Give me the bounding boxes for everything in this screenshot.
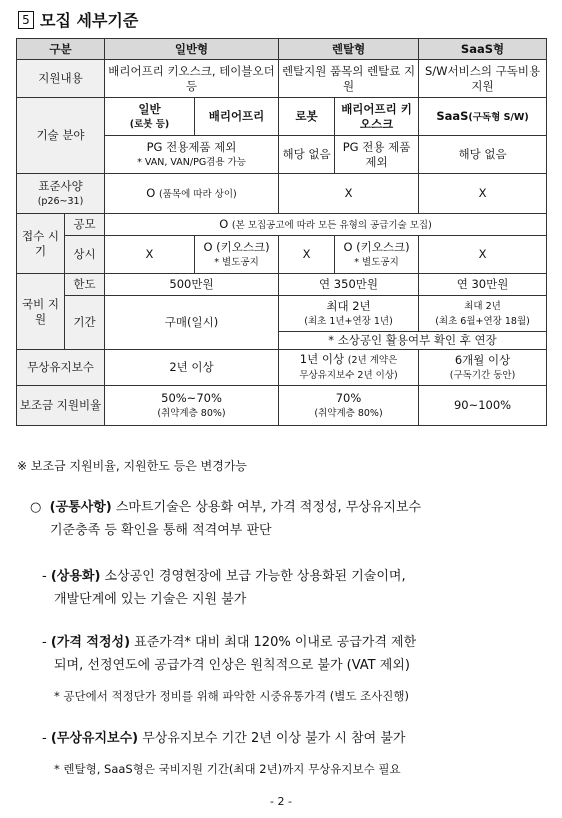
apply-anytime-label: 상시 bbox=[65, 236, 105, 274]
limit-saas: 연 30만원 bbox=[419, 274, 547, 296]
commercial-title: (상용화) bbox=[50, 569, 101, 584]
support-saas: S/W서비스의 구독비용 지원 bbox=[419, 60, 547, 98]
period-rental: 최대 2년 (최초 1년+연장 1년) bbox=[279, 296, 419, 332]
tech-barrier-kiosk: 배리어프리 키오스크 bbox=[335, 98, 419, 136]
tech-robot: 로봇 bbox=[279, 98, 335, 136]
maint-title: (무상유지보수) bbox=[50, 731, 139, 746]
section-number: 5 bbox=[18, 11, 34, 29]
subsidy-rental: 70% (취약계층 80%) bbox=[279, 386, 419, 426]
row-label-spec: 표준사양 (p26~31) bbox=[17, 174, 105, 214]
period-footnote: * 소상공인 활용여부 확인 후 연장 bbox=[279, 332, 547, 350]
pg-rental-kiosk: PG 전용 제품 제외 bbox=[335, 136, 419, 174]
apply-rental-x: X bbox=[279, 236, 335, 274]
table-row bbox=[17, 174, 547, 214]
apply-general-kiosk: O (키오스크) * 별도공지 bbox=[195, 236, 279, 274]
support-general: 배리어프리 키오스크, 테이블오더 등 bbox=[105, 60, 279, 98]
table-header-row bbox=[17, 39, 547, 60]
spec-rental: X bbox=[279, 174, 419, 214]
subsidy-saas: 90~100% bbox=[419, 386, 547, 426]
national-limit-label: 한도 bbox=[65, 274, 105, 296]
table-row bbox=[17, 386, 547, 426]
maint-general: 2년 이상 bbox=[105, 350, 279, 386]
header-saas: SaaS형 bbox=[419, 39, 547, 60]
section-title-text: 모집 세부기준 bbox=[40, 11, 139, 30]
header-category: 구분 bbox=[17, 39, 105, 60]
common-title: (공통사항) bbox=[49, 500, 112, 515]
period-saas: 최대 2년 (최초 6월+연장 18월) bbox=[419, 296, 547, 332]
commercial-text1: 소상공인 경영현장에 보급 가능한 상용화된 기술이며, bbox=[100, 569, 406, 584]
national-period-label: 기간 bbox=[65, 296, 105, 350]
pg-general: PG 전용제품 제외 * VAN, VAN/PG겸용 가능 bbox=[105, 136, 279, 174]
table-row bbox=[17, 60, 547, 98]
period-general: 구매(일시) bbox=[105, 296, 279, 350]
limit-general: 500만원 bbox=[105, 274, 279, 296]
spec-saas: X bbox=[419, 174, 547, 214]
table-note: ※ 보조금 지원비율, 지원한도 등은 변경가능 bbox=[17, 459, 248, 473]
table-row bbox=[17, 214, 547, 236]
row-label-support: 지원내용 bbox=[17, 60, 105, 98]
table-row bbox=[17, 236, 547, 274]
maint-saas: 6개월 이상 (구독기간 동안) bbox=[419, 350, 547, 386]
maint-note: * 렌탈형, SaaS형은 국비지원 기간(최대 2년)까지 무상유지보수 필요 bbox=[54, 762, 401, 776]
apply-public-label: 공모 bbox=[65, 214, 105, 236]
row-label-national: 국비 지원 bbox=[17, 274, 65, 350]
maint-rental: 1년 이상 (2년 계약은 무상유지보수 2년 이상) bbox=[279, 350, 419, 386]
price-text1: 표준가격* 대비 최대 120% 이내로 공급가격 제한 bbox=[130, 635, 417, 650]
limit-rental: 연 350만원 bbox=[279, 274, 419, 296]
commercial-paragraph: - (상용화) 소상공인 경영현장에 보급 가능한 상용화된 기술이며, 개발단계에 있는 기술은 지원 불가 bbox=[42, 565, 547, 611]
apply-saas: X bbox=[419, 236, 547, 274]
header-rental: 렌탈형 bbox=[279, 39, 419, 60]
table-row bbox=[17, 98, 547, 136]
table-row bbox=[17, 274, 547, 296]
page-number: - 2 - bbox=[270, 795, 292, 808]
pg-saas: 해당 없음 bbox=[419, 136, 547, 174]
apply-rental-kiosk: O (키오스크) * 별도공지 bbox=[335, 236, 419, 274]
maint-text: 무상유지보수 기간 2년 이상 불가 시 참여 불가 bbox=[138, 731, 406, 746]
table-row bbox=[17, 296, 547, 332]
subsidy-general: 50%~70% (취약계층 80%) bbox=[105, 386, 279, 426]
row-label-maintenance: 무상유지보수 bbox=[17, 350, 105, 386]
row-label-apply: 접수 시기 bbox=[17, 214, 65, 274]
tech-barrier-free: 배리어프리 bbox=[195, 98, 279, 136]
apply-public: O (본 모집공고에 따라 모든 유형의 공급기술 모집) bbox=[105, 214, 547, 236]
row-label-tech: 기술 분야 bbox=[17, 98, 105, 174]
criteria-table bbox=[16, 38, 547, 426]
common-text1: 스마트기술은 상용화 여부, 가격 적정성, 무상유지보수 bbox=[111, 500, 422, 515]
price-title: (가격 적정성) bbox=[50, 635, 131, 650]
spec-general: O (품목에 따라 상이) bbox=[105, 174, 279, 214]
bullet-circle: ○ bbox=[30, 500, 42, 515]
header-general: 일반형 bbox=[105, 39, 279, 60]
price-paragraph: - (가격 적정성) 표준가격* 대비 최대 120% 이내로 공급가격 제한 되며, 선정연도에 공급가격 인상은 원칙적으로 불가 (VAT 제외) * 공단에서 적정단가 정비를 위해 파악한 시중유통가격 (별도 조사진행) bbox=[42, 631, 547, 708]
price-text2: 되며, 선정연도에 공급가격 인상은 원칙적으로 불가 (VAT 제외) bbox=[54, 658, 410, 673]
maintenance-paragraph: - (무상유지보수) 무상유지보수 기간 2년 이상 불가 시 참여 불가 * 렌탈형, SaaS형은 국비지원 기간(최대 2년)까지 무상유지보수 필요 bbox=[42, 727, 547, 781]
pg-rental-robot: 해당 없음 bbox=[279, 136, 335, 174]
apply-general-x: X bbox=[105, 236, 195, 274]
section-title bbox=[18, 8, 138, 31]
table-row bbox=[17, 350, 547, 386]
tech-saas: SaaS(구독형 S/W) bbox=[419, 98, 547, 136]
support-rental: 렌탈지원 품목의 렌탈료 지원 bbox=[279, 60, 419, 98]
commercial-text2: 개발단계에 있는 기술은 지원 불가 bbox=[54, 592, 247, 607]
tech-general: 일반 (로봇 등) bbox=[105, 98, 195, 136]
price-note: * 공단에서 적정단가 정비를 위해 파악한 시중유통가격 (별도 조사진행) bbox=[54, 689, 410, 703]
common-text2: 기준충족 등 확인을 통해 적격여부 판단 bbox=[50, 523, 272, 538]
common-paragraph bbox=[30, 496, 545, 542]
row-label-subsidy: 보조금 지원비율 bbox=[17, 386, 105, 426]
